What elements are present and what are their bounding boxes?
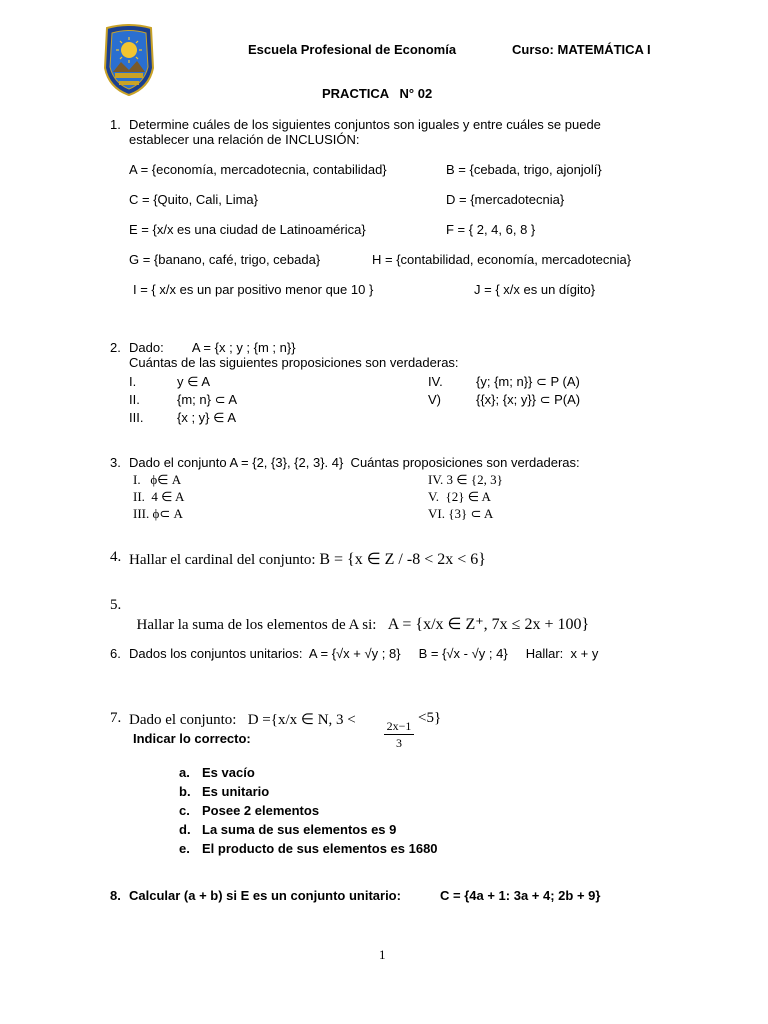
set-c: C = {Quito, Cali, Lima} (129, 192, 258, 207)
q2-item-text: y ∈ A (177, 374, 211, 389)
question-4-text: Hallar el cardinal del conjunto: (129, 552, 320, 568)
q2-item-numeral: V) (428, 392, 441, 407)
set-h: H = {contabilidad, economía, mercadotecnia} (372, 252, 632, 267)
set-d: D = {mercadotecnia} (446, 192, 565, 207)
fraction-denominator: 3 (396, 736, 402, 750)
set-b: B = {cebada, trigo, ajonjolí} (446, 162, 602, 177)
option-letter: c. (179, 803, 190, 818)
set-i: I = { x/x es un par positivo menor que 10 } (133, 282, 374, 297)
question-5-line (129, 597, 589, 634)
option-text: Es vacío (202, 765, 255, 780)
question-1-line1: Determine cuáles de los siguientes conjuntos son iguales y entre cuáles se puede (129, 117, 601, 132)
option-text: Es unitario (202, 784, 270, 799)
fraction-bar (384, 734, 414, 735)
q2-item-text: {x ; y} ∈ A (177, 410, 237, 425)
question-5-text: Hallar la suma de los elementos de A si: (136, 617, 388, 633)
option-text: El producto de sus elementos es 1680 (202, 841, 438, 856)
question-5-math: A = {x/x ∈ Z⁺, 7x ≤ 2x + 100} (387, 616, 590, 633)
question-8-number: 8. (110, 888, 121, 903)
question-7-text: Dado el conjunto: D ={x/x ∈ N, 3 < (129, 712, 356, 728)
q3-item: III. ϕ⊂ A (133, 506, 183, 521)
q2-item-numeral: I. (129, 374, 137, 389)
set-g: G = {banano, café, trigo, cebada} (129, 252, 321, 267)
q2-item-text: {m; n} ⊂ A (177, 392, 238, 407)
option-letter: a. (179, 765, 190, 780)
q2-item-numeral: III. (129, 410, 144, 425)
q3-item: I. ϕ∈ A (133, 472, 182, 487)
set-a: A = {economía, mercadotecnia, contabilidad} (129, 162, 387, 177)
question-1-line2: establecer una relación de INCLUSIÓN: (129, 132, 360, 147)
option-text: Posee 2 elementos (202, 803, 320, 818)
q2-item-numeral: IV. (428, 374, 443, 389)
option-letter: b. (179, 784, 191, 799)
question-6-text: Dados los conjuntos unitarios: A = {√x + √y ; 8} B = {√x - √y ; 4} Hallar: x + y (129, 646, 599, 661)
question-2-line2: Cuántas de las siguientes proposiciones son verdaderas: (129, 355, 459, 370)
question-7-prompt: Indicar lo correcto: (133, 731, 251, 746)
question-5-number: 5. (110, 597, 122, 613)
q2-item-text: {{x}; {x; y}} ⊂ P(A) (476, 392, 581, 407)
option-text: La suma de sus elementos es 9 (202, 822, 397, 837)
question-3-number: 3. (110, 455, 121, 470)
question-7-close: <5} (418, 710, 442, 726)
question-4-math: B = {x ∈ Z / -8 < 2x < 6} (319, 551, 486, 568)
question-6-number: 6. (110, 646, 121, 661)
option-letter: d. (179, 822, 191, 837)
school-name: Escuela Profesional de Economía (248, 42, 457, 57)
question-4-number: 4. (110, 549, 122, 565)
option-letter: e. (179, 841, 190, 856)
set-j: J = { x/x es un dígito} (474, 282, 596, 297)
fraction-numerator: 2x−1 (386, 719, 412, 733)
question-4-line (129, 549, 486, 569)
q3-item: IV. 3 ∈ {2, 3} (428, 472, 503, 487)
question-3-line1: Dado el conjunto A = {2, {3}, {2, 3}. 4} Cuántas proposiciones son verdaderas: (129, 455, 580, 470)
question-2-line1: Dado: A = {x ; y ; {m ; n}} (129, 340, 296, 355)
question-1-number: 1. (110, 117, 121, 132)
question-2-number: 2. (110, 340, 121, 355)
q3-item: V. {2} ∈ A (428, 489, 491, 504)
q3-item: II. 4 ∈ A (133, 489, 185, 504)
q3-item: VI. {3} ⊂ A (428, 506, 494, 521)
page-number: 1 (379, 947, 386, 962)
question-7-number: 7. (110, 710, 122, 726)
course-name: Curso: MATEMÁTICA I (512, 42, 651, 57)
q2-item-text: {y; {m; n}} ⊂ P (A) (476, 374, 580, 389)
page-title: PRACTICA N° 02 (322, 86, 433, 101)
set-e: E = {x/x es una ciudad de Latinoamérica} (129, 222, 366, 237)
question-8-math: C = {4a + 1: 3a + 4; 2b + 9} (440, 888, 601, 903)
university-seal-logo (103, 24, 155, 96)
set-f: F = { 2, 4, 6, 8 } (446, 222, 536, 237)
fraction (382, 719, 416, 750)
question-8-text: Calcular (a + b) si E es un conjunto unitario: (129, 888, 401, 903)
q2-item-numeral: II. (129, 392, 140, 407)
